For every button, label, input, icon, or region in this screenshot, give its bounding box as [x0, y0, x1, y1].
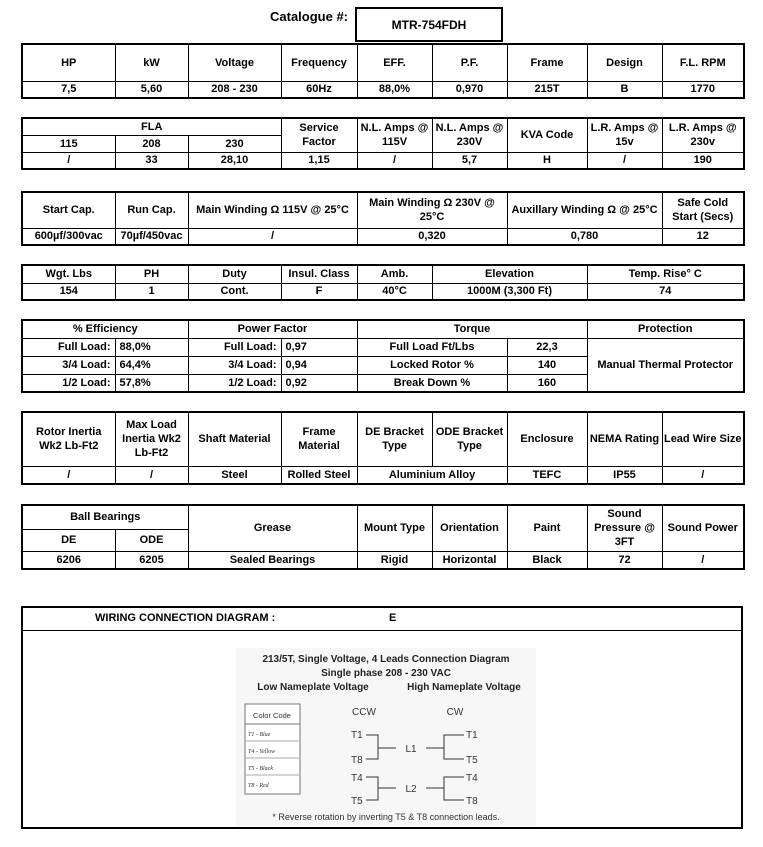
value-eff: 88,0% — [357, 81, 432, 98]
header-kw: kW — [115, 44, 188, 81]
header-enclosure: Enclosure — [507, 412, 587, 466]
value-rotor-inertia: / — [22, 466, 115, 484]
torque-label-locked-rotor: Locked Rotor % — [357, 356, 507, 374]
header-ode: ODE — [115, 529, 188, 551]
eff-value-full: 88,0% — [115, 338, 188, 356]
header-frame-material: Frame Material — [281, 412, 357, 466]
cw-t8: T8 — [466, 796, 478, 807]
torque-value-break-down: 160 — [507, 374, 587, 392]
color-code-title: Color Code — [253, 711, 291, 720]
catalogue-label: Catalogue #: — [270, 9, 349, 24]
color-t5: T5 - Black — [248, 766, 273, 772]
l2-label: L2 — [405, 784, 417, 795]
header-kva-code: KVA Code — [507, 118, 587, 152]
value-phase: 1 — [115, 283, 188, 300]
header-main-winding-230v: Main Winding Ω 230V @ 25°C — [357, 192, 507, 228]
value-lr-amps-15v: / — [587, 152, 662, 169]
header-nema-rating: NEMA Rating — [587, 412, 662, 466]
value-main-winding-230v: 0,320 — [357, 228, 507, 245]
value-lead-wire-size: / — [662, 466, 744, 484]
value-voltage: 208 - 230 — [188, 81, 281, 98]
value-fl-rpm: 1770 — [662, 81, 744, 98]
torque-value-full-load: 22,3 — [507, 338, 587, 356]
header-de-bracket: DE Bracket Type — [357, 412, 432, 466]
header-service-factor: Service Factor — [281, 118, 357, 152]
value-frequency: 60Hz — [281, 81, 357, 98]
value-sound-pressure: 72 — [587, 551, 662, 569]
pf-value-3-4: 0,94 — [281, 356, 357, 374]
wiring-code: E — [389, 612, 397, 624]
value-nema-rating: IP55 — [587, 466, 662, 484]
pf-value-1-2: 0,92 — [281, 374, 357, 392]
diagram-note: * Reverse rotation by inverting T5 & T8 connection leads. — [272, 812, 500, 822]
header-mount-type: Mount Type — [357, 505, 432, 551]
header-max-load-inertia: Max Load Inertia Wk2 Lb-Ft2 — [115, 412, 188, 466]
construction-table — [21, 411, 745, 485]
value-orientation: Horizontal — [432, 551, 507, 569]
header-design: Design — [587, 44, 662, 81]
amps-table — [21, 117, 745, 170]
value-safe-cold-start: 12 — [662, 228, 744, 245]
color-t1: T1 - Blue — [248, 732, 271, 738]
value-auxiliary-winding: 0,780 — [507, 228, 662, 245]
value-design: B — [587, 81, 662, 98]
value-enclosure: TEFC — [507, 466, 587, 484]
value-service-factor: 1,15 — [281, 152, 357, 169]
header-efficiency: % Efficiency — [22, 320, 188, 338]
header-voltage: Voltage — [188, 44, 281, 81]
header-eff: EFF. — [357, 44, 432, 81]
header-lr-amps-15v: L.R. Amps @ 15v — [587, 118, 662, 152]
bearings-table — [21, 504, 745, 570]
low-voltage-label: Low Nameplate Voltage — [257, 682, 369, 693]
header-duty: Duty — [188, 265, 281, 283]
header-paint: Paint — [507, 505, 587, 551]
value-run-cap: 70µf/450vac — [115, 228, 188, 245]
eff-value-1-2: 57,8% — [115, 374, 188, 392]
header-fl-rpm: F.L. RPM — [662, 44, 744, 81]
value-main-winding-115v: / — [188, 228, 357, 245]
eff-label-1-2: 1/2 Load: — [22, 374, 115, 392]
eff-label-3-4: 3/4 Load: — [22, 356, 115, 374]
ccw-t4: T4 — [351, 773, 363, 784]
pf-label-1-2: 1/2 Load: — [188, 374, 281, 392]
value-kw: 5,60 — [115, 81, 188, 98]
value-weight: 154 — [22, 283, 115, 300]
header-fla-230: 230 — [188, 135, 281, 152]
header-hp: HP — [22, 44, 115, 81]
value-fla-115: / — [22, 152, 115, 169]
value-insulation-class: F — [281, 283, 357, 300]
header-lead-wire-size: Lead Wire Size — [662, 412, 744, 466]
pf-label-3-4: 3/4 Load: — [188, 356, 281, 374]
header-main-winding-115v: Main Winding Ω 115V @ 25°C — [188, 192, 357, 228]
diagram-subtitle: Single phase 208 - 230 VAC — [321, 668, 451, 679]
header-lr-amps-230v: L.R. Amps @ 230v — [662, 118, 744, 152]
header-nl-amps-230v: N.L. Amps @ 230V — [432, 118, 507, 152]
color-t8: T8 - Red — [248, 783, 269, 789]
rating-table — [21, 43, 745, 99]
value-ode-bearing: 6205 — [115, 551, 188, 569]
winding-table — [21, 191, 745, 246]
header-fla-208: 208 — [115, 135, 188, 152]
value-start-cap: 600µf/300vac — [22, 228, 115, 245]
protection-value: Manual Thermal Protector — [587, 338, 744, 392]
value-mount-type: Rigid — [357, 551, 432, 569]
catalogue-number: MTR-754FDH — [355, 7, 503, 42]
header-safe-cold-start: Safe Cold Start (Secs) — [662, 192, 744, 228]
value-grease: Sealed Bearings — [188, 551, 357, 569]
header-weight: Wgt. Lbs — [22, 265, 115, 283]
torque-value-locked-rotor: 140 — [507, 356, 587, 374]
header-start-cap: Start Cap. — [22, 192, 115, 228]
ccw-t1: T1 — [351, 730, 363, 741]
value-kva-code: H — [507, 152, 587, 169]
connection-diagram — [236, 648, 536, 826]
header-temp-rise: Temp. Rise° C — [587, 265, 744, 283]
cw-t5: T5 — [466, 755, 478, 766]
value-de-bearing: 6206 — [22, 551, 115, 569]
value-nl-amps-230v: 5,7 — [432, 152, 507, 169]
header-ode-bracket: ODE Bracket Type — [432, 412, 507, 466]
value-max-load-inertia: / — [115, 466, 188, 484]
header-sound-pressure: Sound Pressure @ 3FT — [587, 505, 662, 551]
header-nl-amps-115v: N.L. Amps @ 115V — [357, 118, 432, 152]
l1-label: L1 — [405, 744, 417, 755]
eff-label-full: Full Load: — [22, 338, 115, 356]
wiring-section — [21, 606, 743, 829]
value-fla-230: 28,10 — [188, 152, 281, 169]
value-nl-amps-115v: / — [357, 152, 432, 169]
header-sound-power: Sound Power — [662, 505, 744, 551]
torque-label-break-down: Break Down % — [357, 374, 507, 392]
header-fla: FLA — [22, 118, 281, 135]
header-ambient: Amb. — [357, 265, 432, 283]
value-sound-power: / — [662, 551, 744, 569]
header-orientation: Orientation — [432, 505, 507, 551]
header-frequency: Frequency — [281, 44, 357, 81]
pf-value-full: 0,97 — [281, 338, 357, 356]
value-lr-amps-230v: 190 — [662, 152, 744, 169]
ccw-label: CCW — [352, 707, 376, 718]
wiring-title: WIRING CONNECTION DIAGRAM : — [95, 612, 276, 624]
value-paint: Black — [507, 551, 587, 569]
color-code-box — [245, 704, 300, 794]
physical-table — [21, 264, 745, 301]
value-ambient: 40°C — [357, 283, 432, 300]
header-grease: Grease — [188, 505, 357, 551]
pf-label-full: Full Load: — [188, 338, 281, 356]
value-hp: 7,5 — [22, 81, 115, 98]
header-ball-bearings: Ball Bearings — [22, 505, 188, 529]
color-t4: T4 - Yellow — [248, 749, 276, 755]
ccw-t5: T5 — [351, 796, 363, 807]
header-power-factor: Power Factor — [188, 320, 357, 338]
header-fla-115: 115 — [22, 135, 115, 152]
header-frame: Frame — [507, 44, 587, 81]
value-duty: Cont. — [188, 283, 281, 300]
header-de: DE — [22, 529, 115, 551]
header-pf: P.F. — [432, 44, 507, 81]
value-pf: 0,970 — [432, 81, 507, 98]
connection-diagram-svg — [236, 648, 536, 826]
cw-t4: T4 — [466, 773, 478, 784]
torque-label-full-load: Full Load Ft/Lbs — [357, 338, 507, 356]
diagram-title: 213/5T, Single Voltage, 4 Leads Connection Diagram — [262, 654, 510, 665]
ccw-t8: T8 — [351, 755, 363, 766]
value-fla-208: 33 — [115, 152, 188, 169]
value-temp-rise: 74 — [587, 283, 744, 300]
value-bracket-material: Aluminium Alloy — [357, 466, 507, 484]
cw-label: CW — [446, 707, 464, 718]
value-elevation: 1000M (3,300 Ft) — [432, 283, 587, 300]
value-frame-material: Rolled Steel — [281, 466, 357, 484]
value-frame: 215T — [507, 81, 587, 98]
value-shaft-material: Steel — [188, 466, 281, 484]
eff-value-3-4: 64,4% — [115, 356, 188, 374]
header-elevation: Elevation — [432, 265, 587, 283]
wiring-header — [23, 608, 741, 631]
header-protection: Protection — [587, 320, 744, 338]
performance-table — [21, 319, 745, 393]
header-run-cap: Run Cap. — [115, 192, 188, 228]
header-phase: PH — [115, 265, 188, 283]
header-shaft-material: Shaft Material — [188, 412, 281, 466]
header-auxiliary-winding: Auxillary Winding Ω @ 25°C — [507, 192, 662, 228]
header-insulation-class: Insul. Class — [281, 265, 357, 283]
header-rotor-inertia: Rotor Inertia Wk2 Lb-Ft2 — [22, 412, 115, 466]
high-voltage-label: High Nameplate Voltage — [407, 682, 521, 693]
cw-t1: T1 — [466, 730, 478, 741]
header-torque: Torque — [357, 320, 587, 338]
